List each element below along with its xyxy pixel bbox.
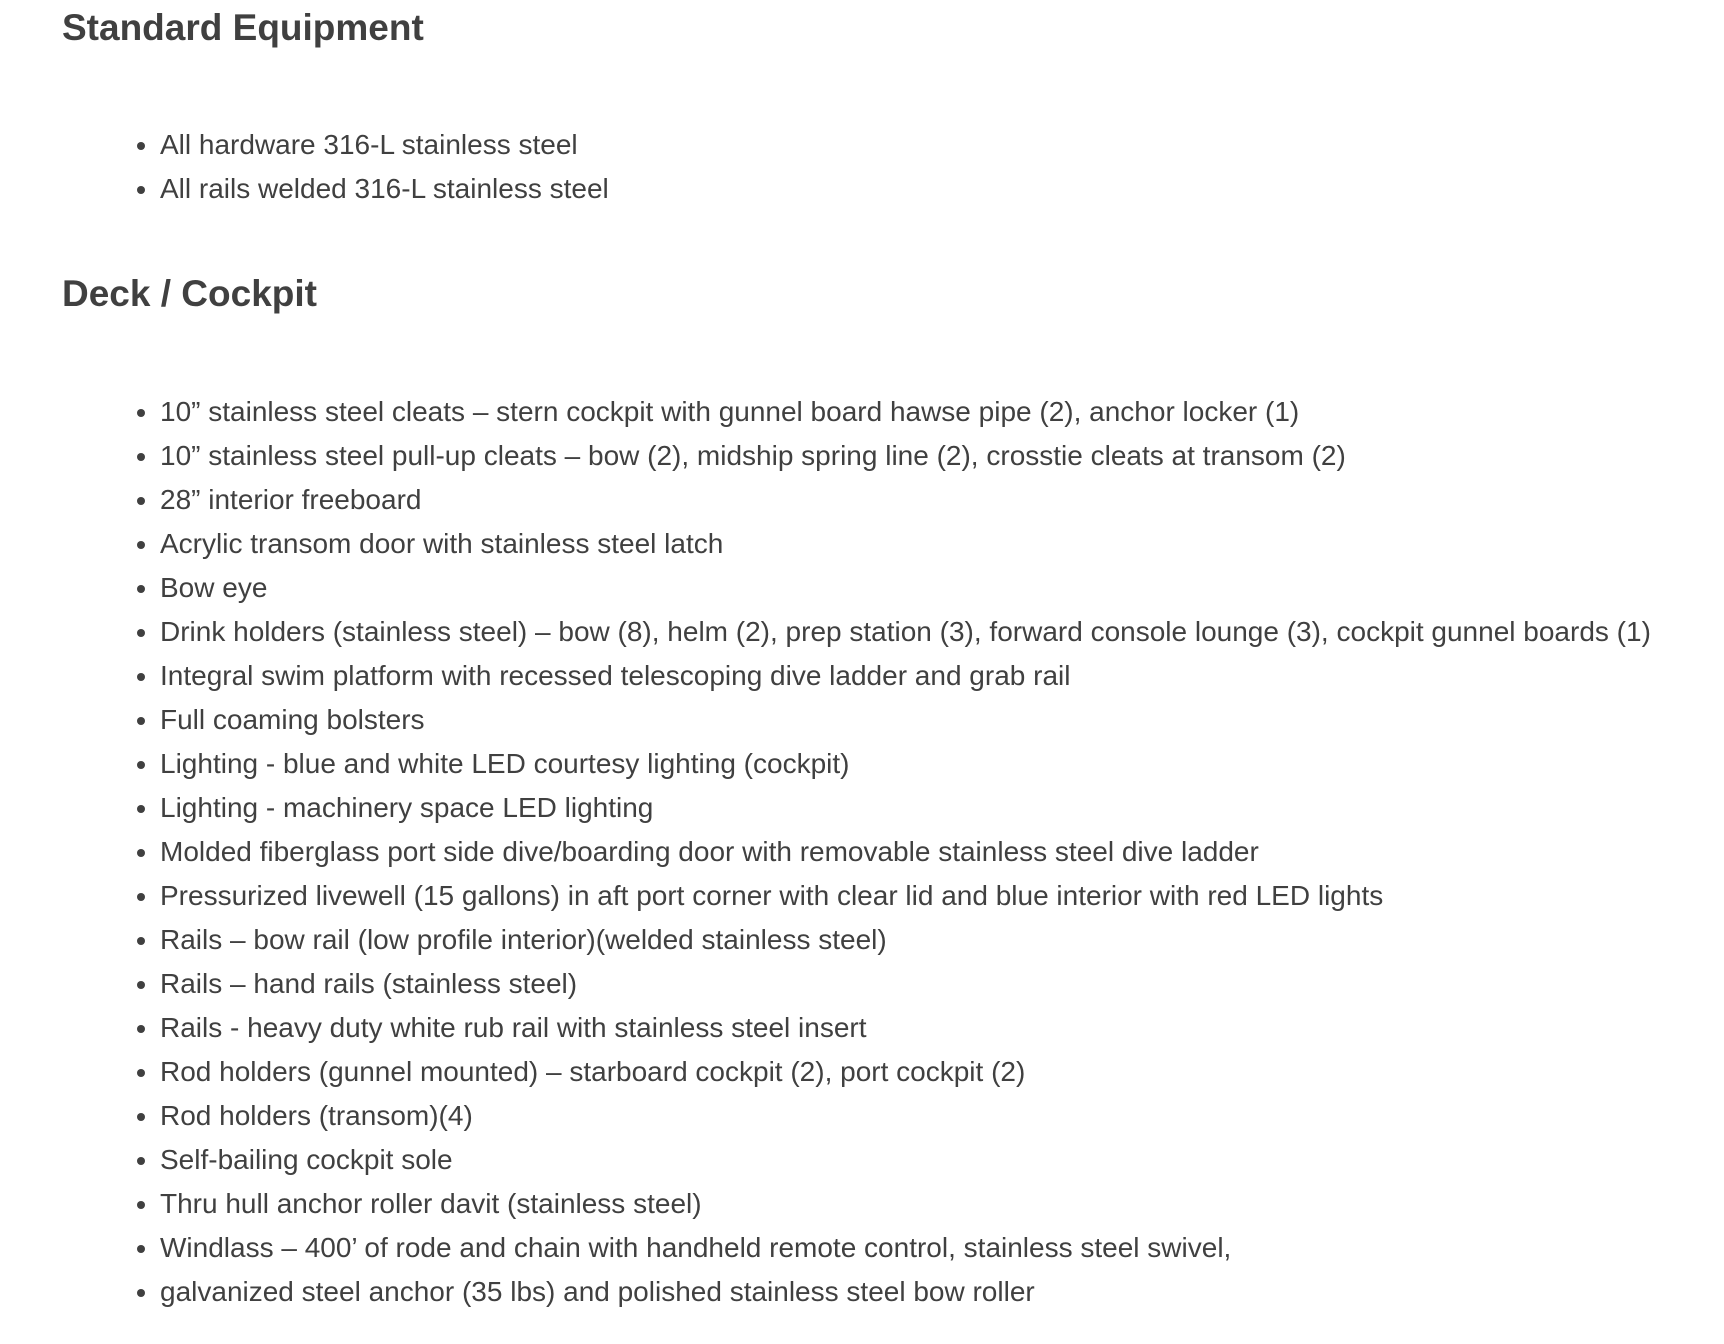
list-item: • Rod holders (transom)(4) (160, 1094, 1704, 1138)
section-heading: Deck / Cockpit (62, 273, 317, 315)
list-item: • All rails welded 316-L stainless steel (160, 167, 1704, 211)
list-item: • Thru hull anchor roller davit (stainless steel) (160, 1182, 1704, 1226)
list-item: • 10” stainless steel pull-up cleats – bow (2), midship spring line (2), crosstie cleats at transom (2) (160, 434, 1704, 478)
list-item: • All hardware 316-L stainless steel (160, 123, 1704, 167)
list-item: • Self-bailing cockpit sole (160, 1138, 1704, 1182)
list-item: • Drink holders (stainless steel) – bow (8), helm (2), prep station (3), forward console lounge (3), cockpit gunnel boards (1) (160, 610, 1704, 654)
equipment-section (62, 6, 1704, 211)
equipment-list (62, 390, 1704, 1314)
list-item: • Bow eye (160, 566, 1704, 610)
list-item: • 28” interior freeboard (160, 478, 1704, 522)
list-item: • Acrylic transom door with stainless steel latch (160, 522, 1704, 566)
equipment-section (62, 272, 1704, 1313)
section-heading: Standard Equipment (62, 7, 424, 48)
list-item: • Integral swim platform with recessed telescoping dive ladder and grab rail (160, 654, 1704, 698)
list-item: • 10” stainless steel cleats – stern cockpit with gunnel board hawse pipe (2), anchor locker (1) (160, 390, 1704, 434)
list-item: • Molded fiberglass port side dive/boarding door with removable stainless steel dive ladder (160, 830, 1704, 874)
list-item: • Rails - heavy duty white rub rail with stainless steel insert (160, 1006, 1704, 1050)
list-item: • Lighting - machinery space LED lighting (160, 786, 1704, 830)
list-item: • Rails – bow rail (low profile interior)(welded stainless steel) (160, 918, 1704, 962)
list-item: • Pressurized livewell (15 gallons) in aft port corner with clear lid and blue interior with red LED lights (160, 874, 1704, 918)
list-item: • Windlass – 400’ of rode and chain with handheld remote control, stainless steel swivel, (160, 1226, 1704, 1270)
equipment-list (62, 123, 1704, 211)
list-item: • Lighting - blue and white LED courtesy lighting (cockpit) (160, 742, 1704, 786)
list-item: • Full coaming bolsters (160, 698, 1704, 742)
list-item: • galvanized steel anchor (35 lbs) and polished stainless steel bow roller (160, 1270, 1704, 1314)
list-item: • Rod holders (gunnel mounted) – starboard cockpit (2), port cockpit (2) (160, 1050, 1704, 1094)
list-item: • Rails – hand rails (stainless steel) (160, 962, 1704, 1006)
